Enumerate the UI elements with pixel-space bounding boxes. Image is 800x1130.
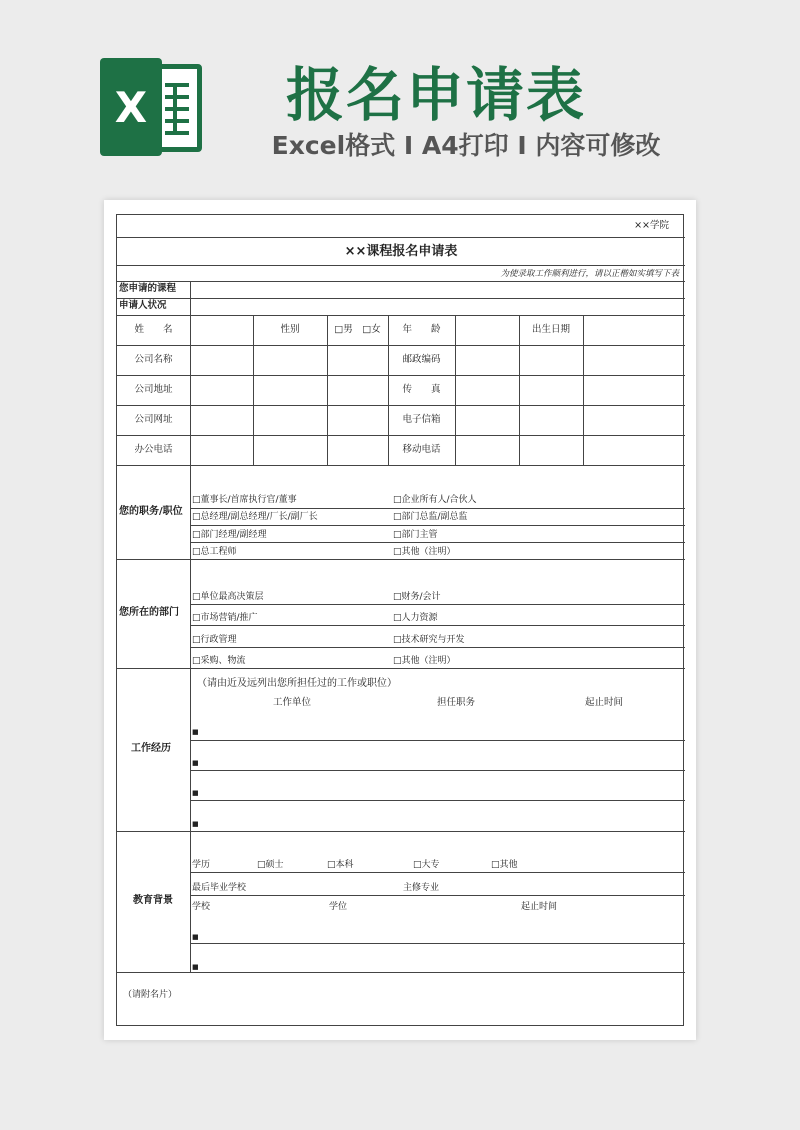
form-note: 为使录取工作顺利进行，请以正楷如实填写下表 <box>500 269 679 279</box>
bullet-icon: ■ <box>192 789 199 797</box>
work-unit-header: 工作单位 <box>273 697 312 708</box>
position-label: 您的职务/职位 <box>119 506 183 517</box>
postcode-label: 邮政编码 <box>402 354 441 365</box>
edu-option[interactable]: □本科 <box>327 860 354 870</box>
edu-time-label: 起止时间 <box>521 902 558 912</box>
company-name-label: 公司名称 <box>134 354 173 365</box>
edu-option[interactable]: □其他 <box>491 860 518 870</box>
position-option[interactable]: □总经理/副总经理/厂长/副厂长 <box>192 512 318 522</box>
banner-subtitle: Excel格式 I A4打印 I 内容可修改 <box>271 131 661 160</box>
birth-label: 出生日期 <box>531 324 570 335</box>
bullet-icon: ■ <box>192 728 199 736</box>
work-time-header: 起止时间 <box>585 697 624 708</box>
fax-label: 传 真 <box>402 384 441 395</box>
position-option[interactable]: □董事长/首席执行官/董事 <box>192 495 297 505</box>
department-option[interactable]: □技术研究与开发 <box>393 635 465 645</box>
card-note: （请附名片） <box>123 990 178 1000</box>
work-hint: （请由近及远列出您所担任过的工作或职位） <box>197 678 397 689</box>
edu-option[interactable]: □大专 <box>413 860 440 870</box>
department-option[interactable]: □采购、物流 <box>192 656 246 666</box>
position-option[interactable]: □部门主管 <box>393 530 438 540</box>
position-option[interactable]: □其他（注明） <box>393 547 456 557</box>
mobile-label: 移动电话 <box>402 444 441 455</box>
bullet-icon: ■ <box>192 933 199 941</box>
major-label: 主修专业 <box>403 883 440 893</box>
company-address-label: 公司地址 <box>134 384 173 395</box>
department-option[interactable]: □行政管理 <box>192 635 237 645</box>
edu-degree-label: 学历 <box>192 860 211 870</box>
bullet-icon: ■ <box>192 820 199 828</box>
department-option[interactable]: □市场营销/推广 <box>192 613 258 623</box>
position-option[interactable]: □部门总监/副总监 <box>393 512 468 522</box>
education-label: 教育背景 <box>133 895 173 906</box>
excel-icon <box>100 58 204 156</box>
department-option[interactable]: □财务/会计 <box>393 592 441 602</box>
course-input[interactable] <box>191 282 684 297</box>
name-label: 姓 名 <box>134 324 173 335</box>
office-phone-label: 办公电话 <box>134 444 173 455</box>
work-label: 工作经历 <box>131 743 171 754</box>
school-label: 学校 <box>192 902 211 912</box>
degree-label: 学位 <box>329 902 348 912</box>
course-label: 您申请的课程 <box>119 283 177 294</box>
position-option[interactable]: □企业所有人/合伙人 <box>393 495 477 505</box>
company-web-label: 公司网址 <box>134 414 173 425</box>
form-paper <box>104 200 696 1040</box>
department-option[interactable]: □单位最高决策层 <box>192 592 264 602</box>
banner-title: 报名申请表 <box>285 61 586 129</box>
logo-letter: X <box>100 58 162 156</box>
form-table <box>116 214 684 1026</box>
department-option[interactable]: □其他（注明） <box>393 656 456 666</box>
form-title: ××课程报名申请表 <box>344 244 458 259</box>
department-label: 您所在的部门 <box>119 607 179 618</box>
position-option[interactable]: □部门经理/副经理 <box>192 530 267 540</box>
bullet-icon: ■ <box>192 759 199 767</box>
gender-options[interactable]: □男 □女 <box>334 324 381 335</box>
school-name: ××学院 <box>634 220 669 231</box>
bullet-icon: ■ <box>192 963 199 971</box>
work-post-header: 担任职务 <box>437 697 476 708</box>
email-label: 电子信箱 <box>402 414 441 425</box>
age-label: 年 龄 <box>402 324 441 335</box>
gender-label: 性别 <box>280 324 300 335</box>
applicant-label: 申请人状况 <box>119 300 167 311</box>
department-option[interactable]: □人力资源 <box>393 613 438 623</box>
last-school-label: 最后毕业学校 <box>192 883 247 893</box>
position-option[interactable]: □总工程师 <box>192 547 237 557</box>
edu-option[interactable]: □硕士 <box>257 860 284 870</box>
